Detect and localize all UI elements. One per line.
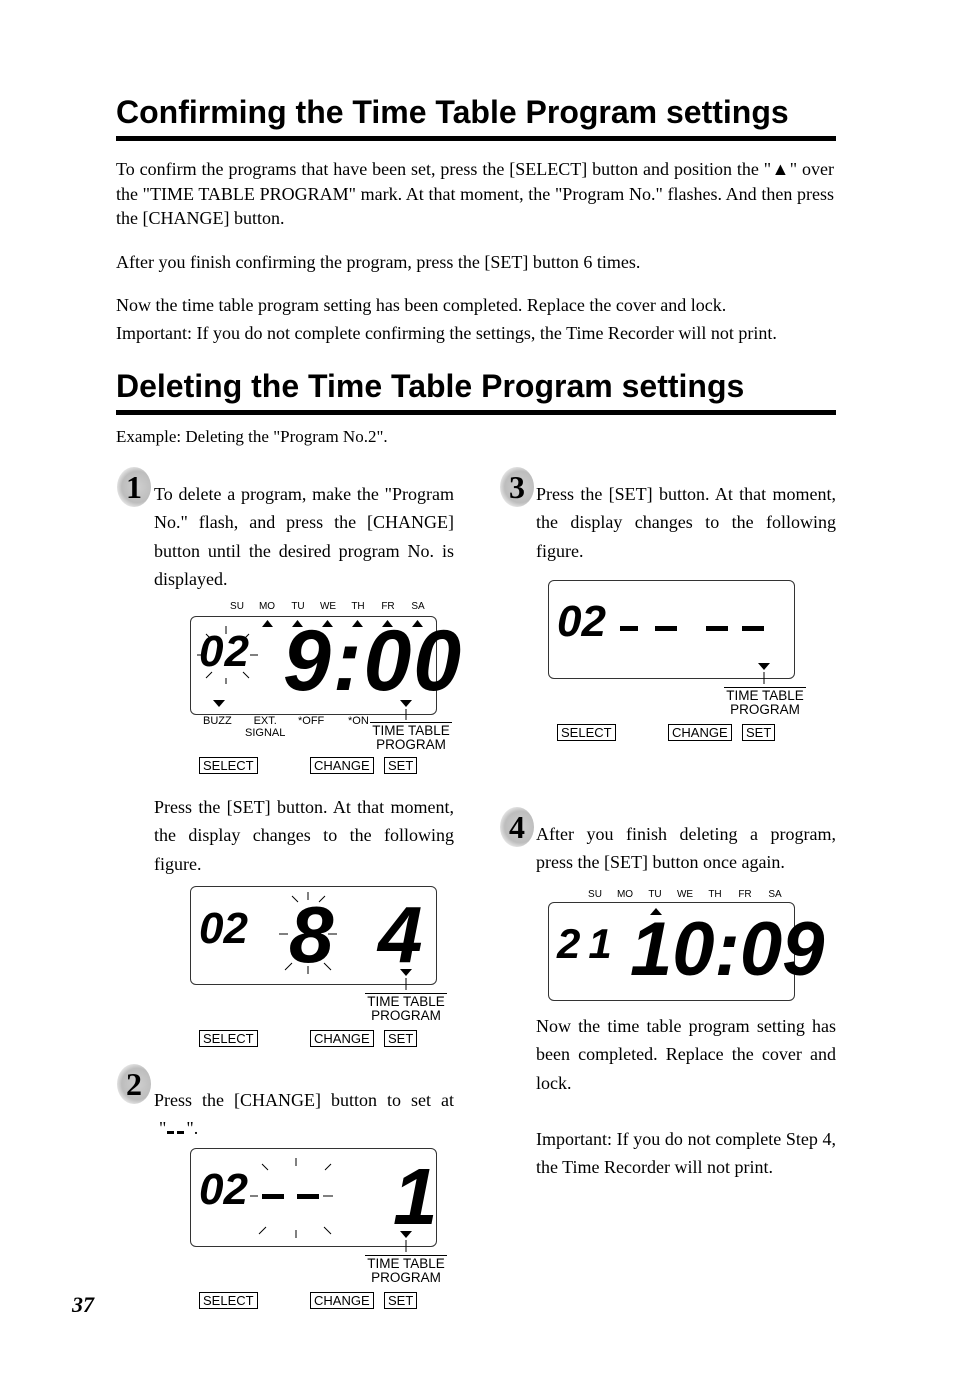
off-label: *OFF xyxy=(298,715,325,727)
quote-open: " xyxy=(159,1118,167,1138)
change-button[interactable]: CHANGE xyxy=(310,1292,374,1309)
time-readout: 10:09 xyxy=(630,907,825,992)
day-label: TU xyxy=(291,601,305,612)
select-button[interactable]: SELECT xyxy=(557,724,616,741)
program-number: 02 xyxy=(199,1165,248,1214)
step-3-text: Press the [SET] button. At that moment, the display changes to the following figure. xyxy=(536,484,836,561)
example-text: Example: Deleting the "Program No.2". xyxy=(116,427,388,446)
select-button[interactable]: SELECT xyxy=(199,1292,258,1309)
set-button[interactable]: SET xyxy=(384,757,417,774)
time-readout: 9:00 xyxy=(283,613,464,709)
signal-label: SIGNAL xyxy=(245,727,286,739)
digit-value: 1 xyxy=(393,1152,438,1241)
paragraph: Now the time table program setting has been completed. Replace the cover and lock. xyxy=(116,295,727,315)
section-title-deleting: Deleting the Time Table Program settings xyxy=(116,368,745,404)
day-label: TH xyxy=(351,601,365,612)
step-4-text-3: Important: If you do not complete Step 4, the Time Recorder will not print. xyxy=(536,1129,836,1178)
day-label: SU xyxy=(588,889,602,900)
select-button[interactable]: SELECT xyxy=(199,757,258,774)
day-label: FR xyxy=(738,889,752,900)
change-button[interactable]: CHANGE xyxy=(668,724,732,741)
ttp-line-1: TIME TABLE xyxy=(367,994,445,1009)
step-4-text-2: Now the time table program setting has been completed. Replace the cover and lock. xyxy=(536,1016,836,1093)
paragraph: Important: If you do not complete confirming the settings, the Time Recorder will not print. xyxy=(116,323,777,343)
buzz-label: BUZZ xyxy=(203,715,232,727)
ttp-line-2: PROGRAM xyxy=(371,1270,441,1285)
time-table-program-label xyxy=(356,995,456,1023)
ext-label: EXT. xyxy=(253,715,277,727)
ttp-line-2: PROGRAM xyxy=(730,702,800,717)
program-number: 02 xyxy=(199,627,250,676)
set-button[interactable]: SET xyxy=(384,1030,417,1047)
flashing-digit: 8 xyxy=(289,890,334,979)
day-label: SA xyxy=(768,889,782,900)
day-label: MO xyxy=(258,601,276,612)
set-button[interactable]: SET xyxy=(384,1292,417,1309)
section-title-confirming: Confirming the Time Table Program settings xyxy=(116,94,789,130)
program-number: 02 xyxy=(199,904,248,953)
day-label: FR xyxy=(381,601,395,612)
day-label: SU xyxy=(230,601,244,612)
ttp-line-1: TIME TABLE xyxy=(367,1256,445,1271)
ttp-line-1: TIME TABLE xyxy=(372,723,450,738)
step-number-1: 1 xyxy=(117,467,151,507)
set-button[interactable]: SET xyxy=(742,724,775,741)
step-2-text: Press the [CHANGE] button to set at xyxy=(154,1090,454,1110)
change-button[interactable]: CHANGE xyxy=(310,757,374,774)
day-label: WE xyxy=(319,601,337,612)
ttp-line-2: PROGRAM xyxy=(371,1008,441,1023)
on-label: *ON xyxy=(348,715,369,727)
day-label: WE xyxy=(676,889,694,900)
time-table-program-label xyxy=(361,724,461,752)
title-rule xyxy=(116,136,836,141)
time-table-program-label xyxy=(356,1257,456,1285)
quote-close: ". xyxy=(186,1118,199,1138)
step-number-3: 3 xyxy=(500,467,534,507)
step-1-text-2: Press the [SET] button. At that moment, the display changes to the following figure. xyxy=(154,797,454,874)
day-label: MO xyxy=(616,889,634,900)
digit-value: 4 xyxy=(378,890,423,979)
step-1-text: To delete a program, make the "Program No." flash, and press the [CHANGE] button until the desired program No. is displayed. xyxy=(154,484,454,589)
program-number: 21 xyxy=(557,920,620,967)
title-rule xyxy=(116,410,836,415)
day-label: SA xyxy=(411,601,425,612)
step-4-text: After you finish deleting a program, press the [SET] button once again. xyxy=(536,824,836,873)
program-number: 02 xyxy=(557,597,606,646)
step-number-4: 4 xyxy=(500,807,534,847)
day-label: TU xyxy=(648,889,662,900)
dash-symbol xyxy=(166,1116,186,1144)
page-number: 37 xyxy=(72,1292,94,1317)
ttp-line-1: TIME TABLE xyxy=(726,688,804,703)
day-label: TH xyxy=(708,889,722,900)
paragraph: To confirm the programs that have been set, press the [SELECT] button and position the "▲" over the "TIME TABLE PROGRAM" mark. At that moment, the "Program No." flashes. And then press the [CHANGE] button. xyxy=(116,159,834,228)
change-button[interactable]: CHANGE xyxy=(310,1030,374,1047)
step-number-2: 2 xyxy=(117,1064,151,1104)
paragraph: After you finish confirming the program, press the [SET] button 6 times. xyxy=(116,252,641,272)
step-2-dash-quote xyxy=(159,1114,198,1144)
time-table-program-label xyxy=(715,689,815,717)
ttp-line-2: PROGRAM xyxy=(376,737,446,752)
select-button[interactable]: SELECT xyxy=(199,1030,258,1047)
